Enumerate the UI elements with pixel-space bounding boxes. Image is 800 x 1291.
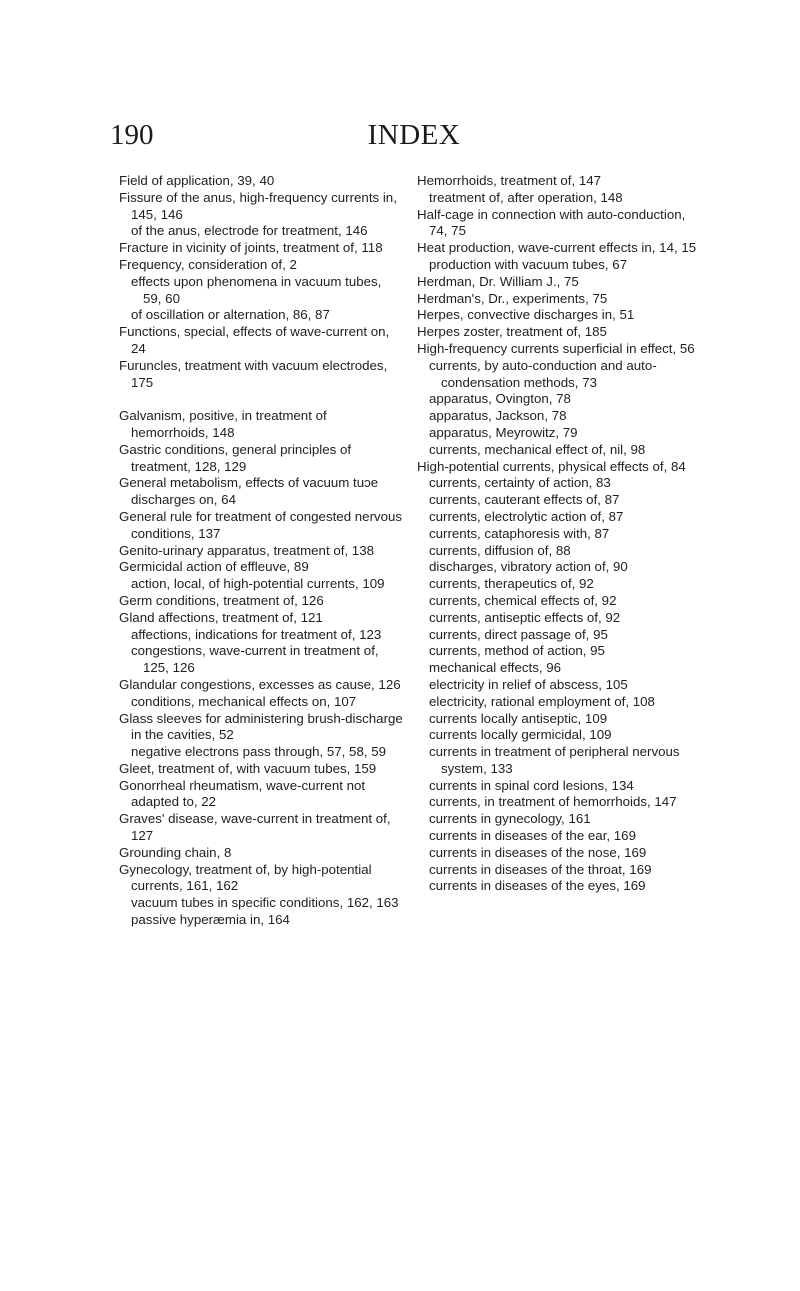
- entry-text: currents locally antiseptic, 109: [429, 710, 608, 726]
- index-entry: [417, 173, 701, 190]
- entry-text: currents in treatment of peripheral nervous system, 133: [429, 744, 680, 776]
- entry-text: apparatus, Meyrowitz, 79: [429, 424, 578, 440]
- page-header: [110, 119, 718, 151]
- index-entry: [119, 442, 403, 476]
- index-subentry: [417, 677, 701, 694]
- entry-text: Glass sleeves for administering brush-discharge in the cavities, 52: [119, 710, 403, 743]
- entry-text: Galvanism, positive, in treatment of hemorrhoids, 148: [119, 408, 327, 440]
- index-entry: [119, 845, 403, 862]
- index-entry: [119, 173, 403, 190]
- entry-text: electricity, rational employment of, 108: [429, 693, 655, 709]
- entry-text: currents in diseases of the ear, 169: [429, 828, 636, 844]
- index-entry: [119, 240, 403, 257]
- entry-text: currents, antiseptic effects of, 92: [429, 609, 621, 625]
- entry-text: currents, electrolytic action of, 87: [429, 508, 624, 524]
- entry-text: currents in diseases of the nose, 169: [429, 844, 647, 860]
- index-entry: [119, 593, 403, 610]
- index-subentry: [417, 862, 701, 879]
- entry-text: currents in gynecology, 161: [429, 811, 591, 827]
- entry-text: Grounding chain, 8: [119, 844, 232, 860]
- index-subentry: [417, 559, 701, 576]
- index-subentry: [119, 912, 403, 929]
- entry-text: Genito-urinary apparatus, treatment of, 138: [119, 542, 374, 558]
- index-subentry: [417, 643, 701, 660]
- index-entry: [119, 543, 403, 560]
- index-subentry: [417, 391, 701, 408]
- entry-text: Gynecology, treatment of, by high-potential currents, 161, 162: [119, 861, 372, 894]
- index-entry: [119, 190, 403, 224]
- index-subentry: [119, 694, 403, 711]
- entry-text: currents in spinal cord lesions, 134: [429, 777, 634, 793]
- entry-text: currents, therapeutics of, 92: [429, 576, 594, 592]
- running-title: INDEX: [367, 119, 461, 151]
- index-subentry: [417, 727, 701, 744]
- entry-text: Field of application, 39, 40: [119, 173, 275, 188]
- entry-text: Gastric conditions, general principles of treatment, 128, 129: [119, 441, 352, 474]
- entry-text: currents, by auto-conduction and auto-condensation methods, 73: [429, 357, 657, 390]
- entry-text: currents, mechanical effect of, nil, 98: [429, 441, 646, 457]
- index-subentry: [119, 627, 403, 644]
- index-subentry: [417, 610, 701, 627]
- index-entry: [119, 711, 403, 745]
- index-subentry: [417, 778, 701, 795]
- entry-text: Furuncles, treatment with vacuum electrodes, 175: [119, 357, 388, 390]
- index-subentry: [417, 257, 701, 274]
- index-subentry: [417, 358, 701, 392]
- entry-text: conditions, mechanical effects on, 107: [131, 693, 357, 709]
- index-column-right: [417, 173, 701, 895]
- entry-text: apparatus, Ovington, 78: [429, 391, 571, 407]
- index-subentry: [417, 660, 701, 677]
- entry-text: affections, indications for treatment of, 123: [131, 626, 382, 642]
- entry-text: production with vacuum tubes, 67: [429, 256, 628, 272]
- entry-text: Germ conditions, treatment of, 126: [119, 592, 324, 608]
- index-subentry: [417, 408, 701, 425]
- index-subentry: [417, 526, 701, 543]
- entry-text: currents in diseases of the throat, 169: [429, 861, 652, 877]
- index-subentry: [119, 307, 403, 324]
- index-entry: [119, 408, 403, 442]
- entry-text: High-potential currents, physical effects of, 84: [417, 458, 686, 474]
- index-column-left: [119, 173, 403, 929]
- entry-text: of oscillation or alternation, 86, 87: [131, 307, 330, 323]
- index-entry: [119, 324, 403, 358]
- index-entry: [417, 307, 701, 324]
- entry-text: Fissure of the anus, high-frequency currents in, 145, 146: [119, 189, 397, 222]
- entry-text: Half-cage in connection with auto-conduction, 74, 75: [417, 206, 686, 239]
- entry-text: Glandular congestions, excesses as cause, 126: [119, 676, 401, 692]
- entry-text: electricity in relief of abscess, 105: [429, 676, 628, 692]
- entry-text: action, local, of high-potential currents, 109: [131, 576, 385, 592]
- index-subentry: [417, 627, 701, 644]
- index-entry: [119, 778, 403, 812]
- entry-text: Gleet, treatment of, with vacuum tubes, 159: [119, 760, 377, 776]
- entry-text: Frequency, consideration of, 2: [119, 256, 297, 272]
- entry-text: of the anus, electrode for treatment, 146: [131, 223, 368, 239]
- index-subentry: [417, 509, 701, 526]
- entry-text: Herpes, convective discharges in, 51: [417, 307, 635, 323]
- entry-text: Herdman's, Dr., experiments, 75: [417, 290, 608, 306]
- index-subentry: [119, 274, 403, 308]
- entry-text: currents, chemical effects of, 92: [429, 592, 617, 608]
- index-subentry: [417, 492, 701, 509]
- index-subentry: [417, 576, 701, 593]
- index-subentry: [417, 694, 701, 711]
- entry-text: vacuum tubes in specific conditions, 162, 163: [131, 895, 399, 911]
- entry-text: currents, in treatment of hemorrhoids, 147: [429, 794, 677, 810]
- index-entry: [119, 761, 403, 778]
- index-entry: [417, 459, 701, 476]
- entry-text: Germicidal action of effleuve, 89: [119, 559, 309, 575]
- entry-text: negative electrons pass through, 57, 58, 59: [131, 744, 387, 760]
- page-number: 190: [110, 119, 154, 151]
- entry-text: Herpes zoster, treatment of, 185: [417, 324, 607, 340]
- index-entry: [417, 324, 701, 341]
- index-entry: [417, 291, 701, 308]
- entry-text: High-frequency currents superficial in effect, 56: [417, 340, 695, 356]
- index-entry: [417, 341, 701, 358]
- entry-text: discharges, vibratory action of, 90: [429, 559, 628, 575]
- entry-text: currents, cauterant effects of, 87: [429, 492, 620, 508]
- index-subentry: [417, 442, 701, 459]
- entry-text: currents, method of action, 95: [429, 643, 605, 659]
- index-subentry: [417, 190, 701, 207]
- index-entry: [119, 509, 403, 543]
- entry-text: currents, diffusion of, 88: [429, 542, 571, 558]
- index-entry: [119, 677, 403, 694]
- index-subentry: [417, 593, 701, 610]
- index-entry: [119, 358, 403, 392]
- entry-text: Herdman, Dr. William J., 75: [417, 273, 579, 289]
- entry-text: apparatus, Jackson, 78: [429, 408, 567, 424]
- index-entry: [119, 475, 403, 509]
- entry-text: General metabolism, effects of vacuum tuɔe discharges on, 64: [119, 475, 379, 508]
- entry-text: treatment of, after operation, 148: [429, 189, 623, 205]
- index-subentry: [417, 543, 701, 560]
- index-entry: [119, 559, 403, 576]
- entry-text: Heat production, wave-current effects in, 14, 15: [417, 240, 697, 256]
- entry-text: General rule for treatment of congested nervous conditions, 137: [119, 508, 403, 541]
- index-subentry: [417, 475, 701, 492]
- index-subentry: [417, 828, 701, 845]
- index-subentry: [119, 223, 403, 240]
- index-subentry: [417, 811, 701, 828]
- index-subentry: [119, 895, 403, 912]
- entry-text: Graves' disease, wave-current in treatment of, 127: [119, 811, 391, 844]
- entry-text: Gonorrheal rheumatism, wave-current not adapted to, 22: [119, 777, 366, 810]
- entry-text: congestions, wave-current in treatment of, 125, 126: [131, 643, 379, 676]
- index-entry: [119, 811, 403, 845]
- entry-text: Gland affections, treatment of, 121: [119, 609, 323, 625]
- index-subentry: [417, 878, 701, 895]
- index-entry: [417, 207, 701, 241]
- index-entry: [417, 240, 701, 257]
- entry-text: currents, certainty of action, 83: [429, 475, 611, 491]
- index-subentry: [417, 845, 701, 862]
- index-entry: [119, 610, 403, 627]
- entry-text: Hemorrhoids, treatment of, 147: [417, 173, 602, 188]
- index-entry: [119, 257, 403, 274]
- entry-text: passive hyperæmia in, 164: [131, 912, 290, 928]
- entry-text: Fracture in vicinity of joints, treatment of, 118: [119, 240, 383, 256]
- index-subentry: [119, 643, 403, 677]
- index-subentry: [417, 744, 701, 778]
- entry-text: effects upon phenomena in vacuum tubes, 59, 60: [131, 273, 382, 306]
- entry-text: Functions, special, effects of wave-current on, 24: [119, 324, 390, 356]
- entry-text: currents, cataphoresis with, 87: [429, 525, 610, 541]
- index-entry: [119, 862, 403, 896]
- index-subentry: [417, 794, 701, 811]
- entry-text: currents, direct passage of, 95: [429, 626, 608, 642]
- index-subentry: [119, 744, 403, 761]
- entry-text: currents in diseases of the eyes, 169: [429, 878, 646, 894]
- section-gap: [119, 391, 403, 408]
- entry-text: mechanical effects, 96: [429, 660, 562, 676]
- entry-text: currents locally germicidal, 109: [429, 727, 612, 743]
- index-subentry: [119, 576, 403, 593]
- index-subentry: [417, 711, 701, 728]
- index-subentry: [417, 425, 701, 442]
- index-entry: [417, 274, 701, 291]
